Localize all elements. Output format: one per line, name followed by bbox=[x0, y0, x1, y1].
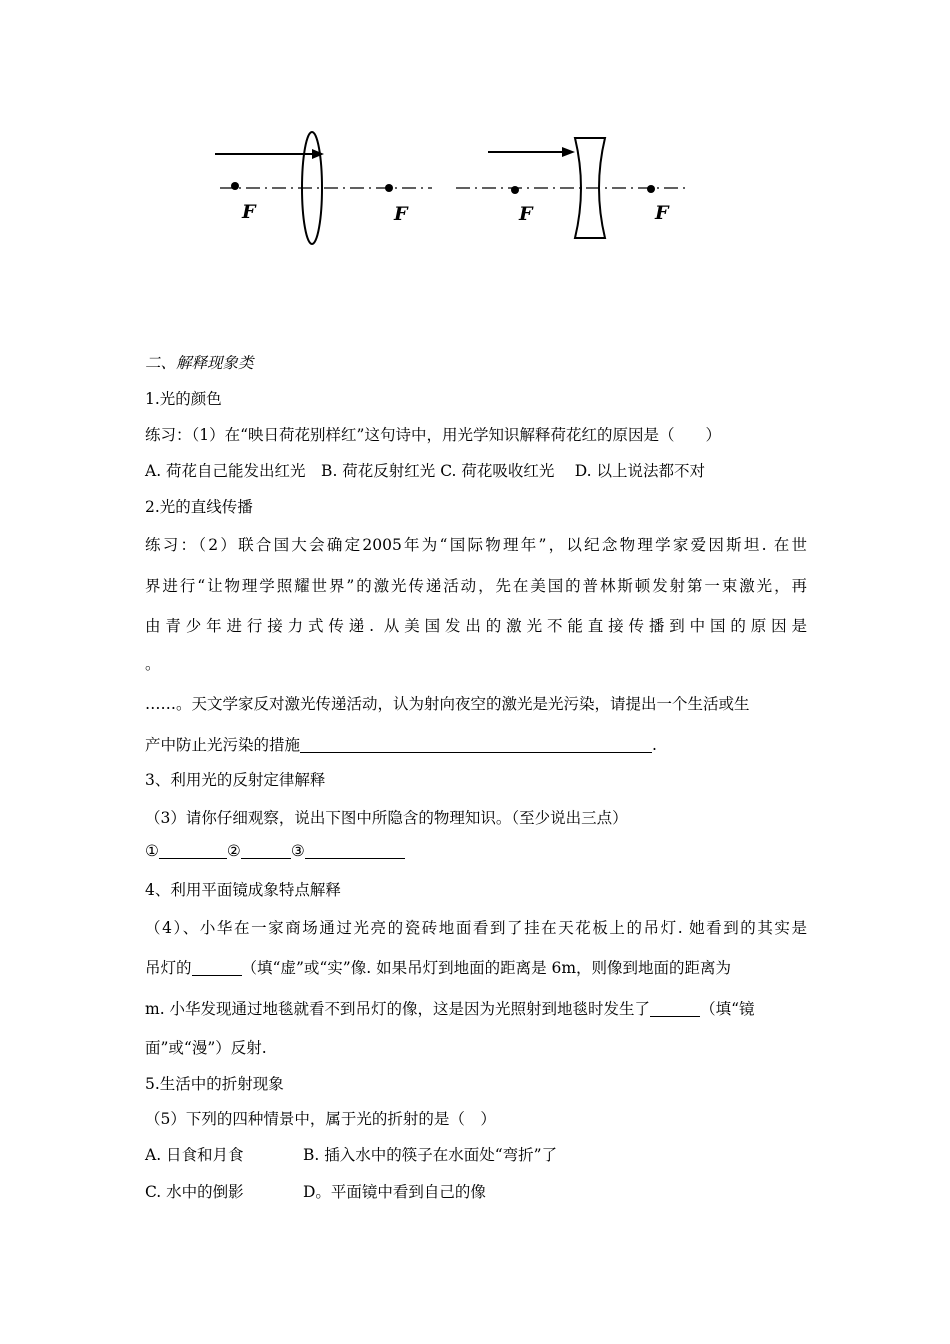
question-text: . bbox=[652, 736, 657, 754]
focus-label: F bbox=[242, 201, 256, 223]
answer-blank[interactable] bbox=[650, 1001, 700, 1018]
topic-heading: 1.光的颜色 bbox=[145, 390, 222, 408]
question-text: 面”或“漫”）反射. bbox=[145, 1039, 267, 1057]
focus-point-right-convex bbox=[385, 184, 393, 192]
question-text: （填“镜 bbox=[700, 1000, 755, 1018]
focus-label: F bbox=[519, 203, 533, 225]
arrowhead-concave bbox=[562, 147, 575, 157]
question-text bbox=[145, 997, 755, 1019]
section-heading: 二、解释现象类 bbox=[145, 354, 254, 372]
question-text: 界进行“让物理学照耀世界”的激光传递活动，先在美国的普林斯顿发射第一束激光，再 bbox=[145, 577, 807, 595]
question-text: ……。天文学家反对激光传递活动，认为射向夜空的激光是光污染，请提出一个生活或生 bbox=[145, 695, 750, 713]
question-text: 练习：（2）联合国大会确定2005年为“国际物理年”，以纪念物理学家爱因斯坦. 在世 bbox=[145, 536, 807, 554]
blank-number: ① bbox=[145, 842, 159, 860]
answer-blank[interactable] bbox=[159, 843, 227, 860]
blank-number: ③ bbox=[290, 842, 305, 860]
question-text: 练习：（1）在“映日荷花别样红”这句诗中，用光学知识解释荷花红的原因是（ ） bbox=[145, 426, 721, 444]
option-d: D。平面镜中看到自己的像 bbox=[303, 1183, 486, 1201]
option-a: A. 日食和月食 bbox=[145, 1146, 244, 1164]
topic-heading: 5.生活中的折射现象 bbox=[145, 1075, 284, 1093]
topic-heading: 3、利用光的反射定律解释 bbox=[145, 771, 326, 789]
question-text: 。 bbox=[145, 655, 161, 673]
answer-blank[interactable] bbox=[300, 737, 652, 754]
option-b: B. 插入水中的筷子在水面处“弯折”了 bbox=[303, 1146, 558, 1164]
focus-point-right-concave bbox=[647, 185, 655, 193]
question-text: 由青少年进行接力式传递. 从美国发出的激光不能直接传播到中国的原因是 bbox=[145, 617, 807, 635]
answer-blank[interactable] bbox=[305, 843, 405, 860]
question-text: （4）、小华在一家商场通过光亮的瓷砖地面看到了挂在天花板上的吊灯. 她看到的其实是 bbox=[145, 919, 807, 937]
focus-label: F bbox=[394, 203, 408, 225]
topic-heading: 4、利用平面镜成象特点解释 bbox=[145, 881, 341, 899]
question-text: 吊灯的 bbox=[145, 959, 192, 977]
question-text: m. 小华发现通过地毯就看不到吊灯的像，这是因为光照射到地毯时发生了 bbox=[145, 1000, 651, 1018]
answer-blanks bbox=[145, 842, 405, 860]
answer-blank[interactable] bbox=[241, 843, 291, 860]
focus-point-left-concave bbox=[511, 186, 519, 194]
question-text: 产中防止光污染的措施 bbox=[145, 736, 301, 754]
question-text: （填“虚”或“实”像. 如果吊灯到地面的距离是 6m，则像到地面的距离为 bbox=[241, 959, 732, 977]
blank-number: ② bbox=[226, 842, 241, 860]
focus-point-left-convex bbox=[231, 182, 239, 190]
arrowhead-convex bbox=[312, 149, 324, 159]
answer-options bbox=[145, 1180, 486, 1202]
topic-heading: 2.光的直线传播 bbox=[145, 498, 253, 516]
answer-options bbox=[145, 1143, 557, 1165]
answer-blank[interactable] bbox=[192, 960, 242, 977]
focus-label: F bbox=[655, 202, 669, 224]
option-c: C. 水中的倒影 bbox=[145, 1183, 244, 1201]
question-text: （3）请你仔细观察，说出下图中所隐含的物理知识。（至少说出三点） bbox=[145, 809, 628, 827]
question-text bbox=[145, 956, 731, 978]
lens-diagram bbox=[200, 120, 700, 260]
answer-options: A. 荷花自己能发出红光 B. 荷花反射红光 C. 荷花吸收红光 D. 以上说法都不对 bbox=[145, 462, 706, 480]
question-text: （5）下列的四种情景中，属于光的折射的是（ ） bbox=[145, 1110, 496, 1128]
question-text bbox=[145, 733, 657, 755]
